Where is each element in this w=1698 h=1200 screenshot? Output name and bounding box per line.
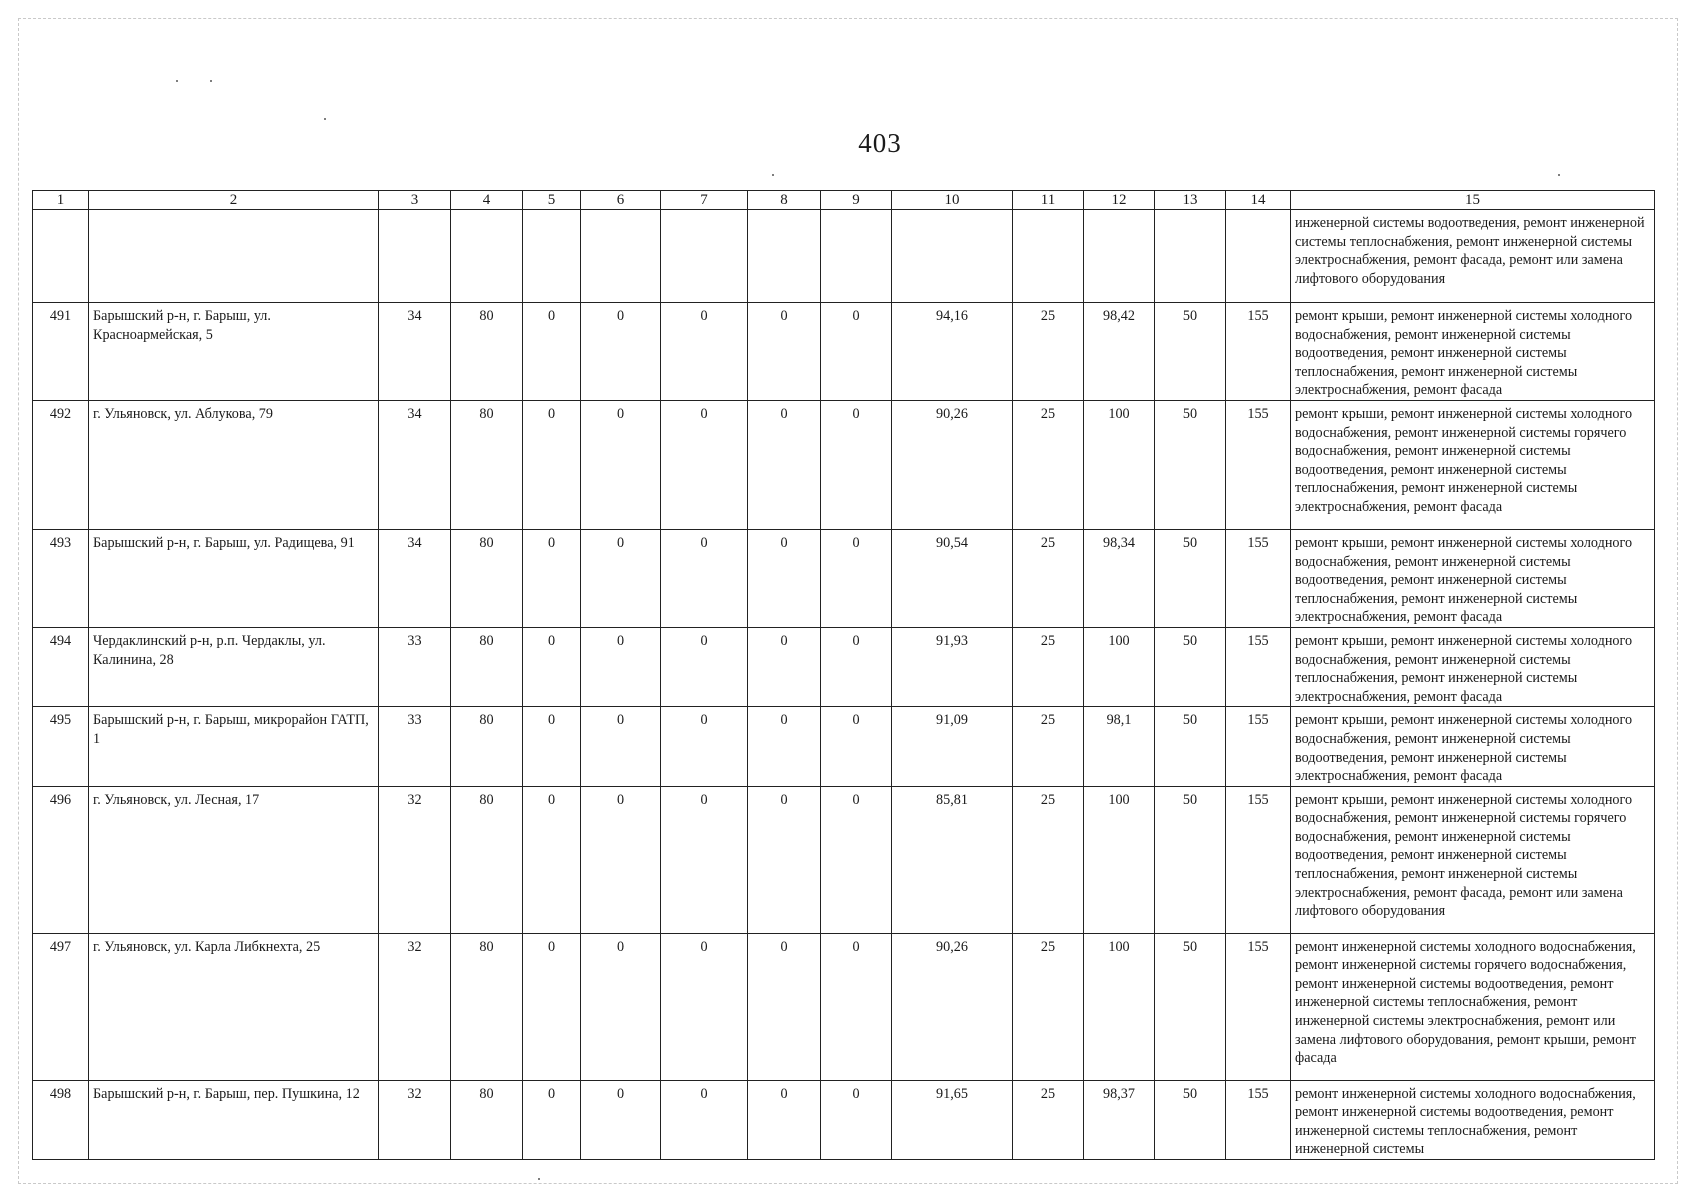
page-number: 403 bbox=[858, 128, 902, 158]
cell-col-9: 0 bbox=[821, 400, 892, 529]
row-number: 496 bbox=[33, 786, 89, 933]
cell-col-13: 50 bbox=[1155, 627, 1226, 706]
cell-col-12: 98,1 bbox=[1084, 707, 1155, 786]
cell-col-5: 0 bbox=[523, 529, 581, 627]
cell-col-12: 98,37 bbox=[1084, 1080, 1155, 1159]
address: г. Ульяновск, ул. Аблукова, 79 bbox=[89, 400, 379, 529]
column-number-row bbox=[33, 191, 1655, 210]
row-number: 491 bbox=[33, 303, 89, 401]
cell-col-6: 0 bbox=[581, 707, 661, 786]
scan-speck bbox=[176, 80, 178, 82]
column-header: 2 bbox=[89, 191, 379, 210]
cell-col-4: 80 bbox=[451, 627, 523, 706]
cell-col-12: 100 bbox=[1084, 786, 1155, 933]
cell-col-7: 0 bbox=[661, 627, 748, 706]
cell-col-12: 100 bbox=[1084, 400, 1155, 529]
scan-speck bbox=[1558, 174, 1560, 176]
cell-col-9: 0 bbox=[821, 303, 892, 401]
row-number: 493 bbox=[33, 529, 89, 627]
table-row bbox=[33, 1080, 1655, 1159]
work-description: ремонт инженерной системы холодного водоснабжения, ремонт инженерной системы водоотведения, ремонт инженерной системы теплоснабжения, ремонт инженерной системы bbox=[1291, 1080, 1655, 1159]
work-description: ремонт крыши, ремонт инженерной системы холодного водоснабжения, ремонт инженерной системы водоотведения, ремонт инженерной системы электроснабжения, ремонт фасада bbox=[1291, 707, 1655, 786]
cell-col-5: 0 bbox=[523, 1080, 581, 1159]
cell-col-11: 25 bbox=[1013, 707, 1084, 786]
continuation-row bbox=[33, 210, 1655, 303]
cell-col-6: 0 bbox=[581, 933, 661, 1080]
cell-col-6: 0 bbox=[581, 1080, 661, 1159]
cell-col-14: 155 bbox=[1226, 933, 1291, 1080]
table-row bbox=[33, 707, 1655, 786]
work-description: ремонт крыши, ремонт инженерной системы холодного водоснабжения, ремонт инженерной системы водоотведения, ремонт инженерной системы теплоснабжения, ремонт инженерной системы электроснабжения, ремонт фасада bbox=[1291, 529, 1655, 627]
address: г. Ульяновск, ул. Лесная, 17 bbox=[89, 786, 379, 933]
column-header: 12 bbox=[1084, 191, 1155, 210]
cell-col-7: 0 bbox=[661, 1080, 748, 1159]
cell-col-3: 33 bbox=[379, 707, 451, 786]
cell-col-5: 0 bbox=[523, 627, 581, 706]
scan-speck bbox=[772, 174, 774, 176]
row-number: 494 bbox=[33, 627, 89, 706]
cell-col-3: 32 bbox=[379, 933, 451, 1080]
cell-col-3: 34 bbox=[379, 303, 451, 401]
cell-col-13: 50 bbox=[1155, 786, 1226, 933]
table-row bbox=[33, 303, 1655, 401]
cell-col-14: 155 bbox=[1226, 400, 1291, 529]
address: Барышский р-н, г. Барыш, ул. Радищева, 91 bbox=[89, 529, 379, 627]
cell-col-8: 0 bbox=[748, 707, 821, 786]
cell-col-9: 0 bbox=[821, 707, 892, 786]
work-description: ремонт крыши, ремонт инженерной системы холодного водоснабжения, ремонт инженерной системы горячего водоснабжения, ремонт инженерной системы водоотведения, ремонт инженерной системы теплоснабжения, ремонт инженерной системы электроснабжения, ремонт фасада, ремонт или замена лифтового оборудования bbox=[1291, 786, 1655, 933]
cell-col-11: 25 bbox=[1013, 529, 1084, 627]
cell-col-7: 0 bbox=[661, 786, 748, 933]
cell-col-11: 25 bbox=[1013, 786, 1084, 933]
table-row bbox=[33, 786, 1655, 933]
cell-col-5: 0 bbox=[523, 933, 581, 1080]
column-header: 7 bbox=[661, 191, 748, 210]
cell-col-10: 91,65 bbox=[892, 1080, 1013, 1159]
cell-col-8: 0 bbox=[748, 400, 821, 529]
cell-col-7: 0 bbox=[661, 933, 748, 1080]
cell-col-13: 50 bbox=[1155, 400, 1226, 529]
cell-col-10: 91,93 bbox=[892, 627, 1013, 706]
cell-col-8: 0 bbox=[748, 303, 821, 401]
cell-col-10: 85,81 bbox=[892, 786, 1013, 933]
column-header: 1 bbox=[33, 191, 89, 210]
cell-col-9: 0 bbox=[821, 933, 892, 1080]
cell-col-4: 80 bbox=[451, 707, 523, 786]
cell-col-7: 0 bbox=[661, 529, 748, 627]
row-number: 495 bbox=[33, 707, 89, 786]
cell-col-5: 0 bbox=[523, 303, 581, 401]
cell-col-3: 32 bbox=[379, 1080, 451, 1159]
scan-speck bbox=[210, 80, 212, 82]
column-header: 3 bbox=[379, 191, 451, 210]
cell-col-13: 50 bbox=[1155, 933, 1226, 1080]
cell-col-11: 25 bbox=[1013, 400, 1084, 529]
cell-col-8: 0 bbox=[748, 627, 821, 706]
cell-col-8: 0 bbox=[748, 933, 821, 1080]
cell-col-12: 98,34 bbox=[1084, 529, 1155, 627]
address: Барышский р-н, г. Барыш, пер. Пушкина, 12 bbox=[89, 1080, 379, 1159]
cell-col-4: 80 bbox=[451, 933, 523, 1080]
column-header: 8 bbox=[748, 191, 821, 210]
cell-col-5: 0 bbox=[523, 400, 581, 529]
cell-col-10: 90,26 bbox=[892, 400, 1013, 529]
cell-col-3: 34 bbox=[379, 529, 451, 627]
row-number: 492 bbox=[33, 400, 89, 529]
work-description: ремонт инженерной системы холодного водоснабжения, ремонт инженерной системы горячего водоснабжения, ремонт инженерной системы водоотведения, ремонт инженерной системы теплоснабжения, ремонт инженерной системы электроснабжения, ремонт или замена лифтового оборудования, ремонт крыши, ремонт фасада bbox=[1291, 933, 1655, 1080]
cell-col-3: 33 bbox=[379, 627, 451, 706]
cell-col-9: 0 bbox=[821, 1080, 892, 1159]
cell-col-11: 25 bbox=[1013, 933, 1084, 1080]
cell-col-7: 0 bbox=[661, 303, 748, 401]
cell-col-12: 100 bbox=[1084, 933, 1155, 1080]
scan-speck bbox=[324, 118, 326, 120]
column-header: 13 bbox=[1155, 191, 1226, 210]
cell-col-13: 50 bbox=[1155, 707, 1226, 786]
repair-schedule-table bbox=[32, 190, 1655, 1160]
column-header: 14 bbox=[1226, 191, 1291, 210]
column-header: 6 bbox=[581, 191, 661, 210]
table-row bbox=[33, 933, 1655, 1080]
cell-col-13: 50 bbox=[1155, 529, 1226, 627]
cell-col-4: 80 bbox=[451, 786, 523, 933]
cell-col-6: 0 bbox=[581, 529, 661, 627]
cell-col-7: 0 bbox=[661, 400, 748, 529]
column-header: 4 bbox=[451, 191, 523, 210]
column-header: 9 bbox=[821, 191, 892, 210]
cell-col-14: 155 bbox=[1226, 303, 1291, 401]
cell-col-6: 0 bbox=[581, 303, 661, 401]
cell-col-4: 80 bbox=[451, 529, 523, 627]
column-header: 10 bbox=[892, 191, 1013, 210]
cell-col-11: 25 bbox=[1013, 627, 1084, 706]
address: Барышский р-н, г. Барыш, микрорайон ГАТП, 1 bbox=[89, 707, 379, 786]
address: г. Ульяновск, ул. Карла Либкнехта, 25 bbox=[89, 933, 379, 1080]
address: Чердаклинский р-н, р.п. Чердаклы, ул. Калинина, 28 bbox=[89, 627, 379, 706]
cell-col-14: 155 bbox=[1226, 1080, 1291, 1159]
cell-col-8: 0 bbox=[748, 1080, 821, 1159]
address: Барышский р-н, г. Барыш, ул. Красноармейская, 5 bbox=[89, 303, 379, 401]
cell-col-9: 0 bbox=[821, 786, 892, 933]
column-header: 15 bbox=[1291, 191, 1655, 210]
table-row bbox=[33, 529, 1655, 627]
cell-col-7: 0 bbox=[661, 707, 748, 786]
cell-col-10: 90,26 bbox=[892, 933, 1013, 1080]
cell-col-14: 155 bbox=[1226, 707, 1291, 786]
cell-col-3: 34 bbox=[379, 400, 451, 529]
cell-col-6: 0 bbox=[581, 627, 661, 706]
cell-col-5: 0 bbox=[523, 707, 581, 786]
work-description: ремонт крыши, ремонт инженерной системы холодного водоснабжения, ремонт инженерной системы теплоснабжения, ремонт инженерной системы электроснабжения, ремонт фасада bbox=[1291, 627, 1655, 706]
cell-col-10: 94,16 bbox=[892, 303, 1013, 401]
table-row bbox=[33, 627, 1655, 706]
cell-col-14: 155 bbox=[1226, 786, 1291, 933]
cell-col-14: 155 bbox=[1226, 627, 1291, 706]
cell-col-4: 80 bbox=[451, 1080, 523, 1159]
cell-col-10: 91,09 bbox=[892, 707, 1013, 786]
row-number: 498 bbox=[33, 1080, 89, 1159]
cell-col-11: 25 bbox=[1013, 303, 1084, 401]
cell-col-8: 0 bbox=[748, 786, 821, 933]
cell-col-6: 0 bbox=[581, 400, 661, 529]
work-description: ремонт крыши, ремонт инженерной системы холодного водоснабжения, ремонт инженерной системы горячего водоснабжения, ремонт инженерной системы водоотведения, ремонт инженерной системы теплоснабжения, ремонт инженерной системы электроснабжения, ремонт фасада bbox=[1291, 400, 1655, 529]
table-row bbox=[33, 400, 1655, 529]
cell-col-4: 80 bbox=[451, 400, 523, 529]
cell-col-12: 100 bbox=[1084, 627, 1155, 706]
column-header: 11 bbox=[1013, 191, 1084, 210]
cell-col-10: 90,54 bbox=[892, 529, 1013, 627]
work-description: ремонт крыши, ремонт инженерной системы холодного водоснабжения, ремонт инженерной системы водоотведения, ремонт инженерной системы теплоснабжения, ремонт инженерной системы электроснабжения, ремонт фасада bbox=[1291, 303, 1655, 401]
column-header: 5 bbox=[523, 191, 581, 210]
cell-col-9: 0 bbox=[821, 627, 892, 706]
cell-col-4: 80 bbox=[451, 303, 523, 401]
cell-col-13: 50 bbox=[1155, 303, 1226, 401]
cell-col-13: 50 bbox=[1155, 1080, 1226, 1159]
cell-col-9: 0 bbox=[821, 529, 892, 627]
cell-col-5: 0 bbox=[523, 786, 581, 933]
cell-col-8: 0 bbox=[748, 529, 821, 627]
cell-col-11: 25 bbox=[1013, 1080, 1084, 1159]
scan-speck bbox=[538, 1178, 540, 1180]
work-description: инженерной системы водоотведения, ремонт инженерной системы теплоснабжения, ремонт инженерной системы электроснабжения, ремонт фасада, ремонт или замена лифтового оборудования bbox=[1291, 210, 1655, 303]
cell-col-3: 32 bbox=[379, 786, 451, 933]
row-number: 497 bbox=[33, 933, 89, 1080]
cell-col-14: 155 bbox=[1226, 529, 1291, 627]
cell-col-12: 98,42 bbox=[1084, 303, 1155, 401]
cell-col-6: 0 bbox=[581, 786, 661, 933]
